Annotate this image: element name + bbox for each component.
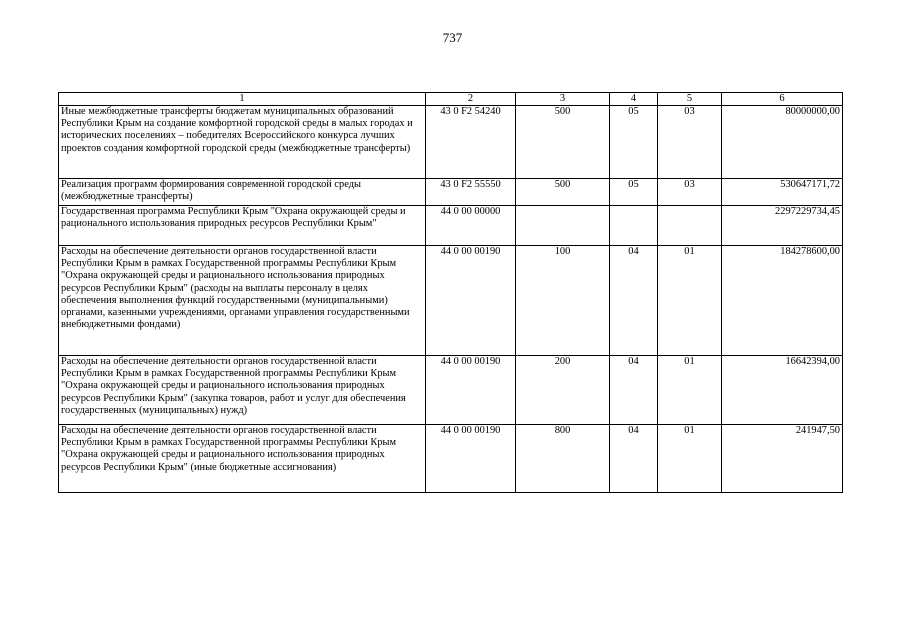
table-row xyxy=(59,246,843,356)
item-name: Расходы на обеспечение деятельности органов государственной власти Республики Крым в рамках Государственной программы Республики Крым "Охрана окружающей среды и рационального использования природных ресурсов Республики Крым" (закупка товаров, работ и услуг для обеспечения государственных (муниципальных) нужд) xyxy=(59,356,426,425)
amount: 2297229734,45 xyxy=(722,206,843,246)
amount: 241947,50 xyxy=(722,425,843,493)
table-row xyxy=(59,425,843,493)
table-row xyxy=(59,106,843,179)
section xyxy=(610,206,658,246)
section: 05 xyxy=(610,106,658,179)
table-header-row xyxy=(59,93,843,106)
item-name: Расходы на обеспечение деятельности органов государственной власти Республики Крым в рамках Государственной программы Республики Крым "Охрана окружающей среды и рационального использования природных ресурсов Республики Крым" (расходы на выплаты персоналу в целях обеспечения выполнения функций государственными (муниципальными) органами, казенными учреждениями, органами управления государственными внебюджетными фондами) xyxy=(59,246,426,356)
header-col-6: 6 xyxy=(722,93,843,106)
table-row xyxy=(59,179,843,206)
amount: 80000000,00 xyxy=(722,106,843,179)
target-code: 44 0 00 00000 xyxy=(426,206,516,246)
item-name: Государственная программа Республики Крым "Охрана окружающей среды и рационального использования природных ресурсов Республики Крым" xyxy=(59,206,426,246)
expense-type: 800 xyxy=(516,425,610,493)
section: 05 xyxy=(610,179,658,206)
table-row xyxy=(59,206,843,246)
section: 04 xyxy=(610,356,658,425)
subsection: 03 xyxy=(658,179,722,206)
header-col-4: 4 xyxy=(610,93,658,106)
expense-type: 500 xyxy=(516,106,610,179)
amount: 184278600,00 xyxy=(722,246,843,356)
header-col-1: 1 xyxy=(59,93,426,106)
item-name: Реализация программ формирования современной городской среды (межбюджетные трансферты) xyxy=(59,179,426,206)
subsection: 01 xyxy=(658,356,722,425)
target-code: 44 0 00 00190 xyxy=(426,246,516,356)
target-code: 44 0 00 00190 xyxy=(426,356,516,425)
section: 04 xyxy=(610,246,658,356)
subsection xyxy=(658,206,722,246)
expense-type: 100 xyxy=(516,246,610,356)
table-row xyxy=(59,356,843,425)
subsection: 01 xyxy=(658,246,722,356)
budget-table xyxy=(58,92,843,493)
amount: 16642394,00 xyxy=(722,356,843,425)
page-number: 737 xyxy=(442,30,463,45)
expense-type: 200 xyxy=(516,356,610,425)
item-name: Иные межбюджетные трансферты бюджетам муниципальных образований Республики Крым на создание комфортной городской среды в малых городах и исторических поселениях – победителях Всероссийского конкурса лучших проектов создания комфортной городской среды (межбюджетные трансферты) xyxy=(59,106,426,179)
header-col-5: 5 xyxy=(658,93,722,106)
expense-type xyxy=(516,206,610,246)
section: 04 xyxy=(610,425,658,493)
item-name: Расходы на обеспечение деятельности органов государственной власти Республики Крым в рамках Государственной программы Республики Крым "Охрана окружающей среды и рационального использования природных ресурсов Республики Крым" (иные бюджетные ассигнования) xyxy=(59,425,426,493)
expense-type: 500 xyxy=(516,179,610,206)
amount: 530647171,72 xyxy=(722,179,843,206)
header-col-2: 2 xyxy=(426,93,516,106)
subsection: 01 xyxy=(658,425,722,493)
target-code: 43 0 F2 55550 xyxy=(426,179,516,206)
target-code: 44 0 00 00190 xyxy=(426,425,516,493)
header-col-3: 3 xyxy=(516,93,610,106)
subsection: 03 xyxy=(658,106,722,179)
target-code: 43 0 F2 54240 xyxy=(426,106,516,179)
